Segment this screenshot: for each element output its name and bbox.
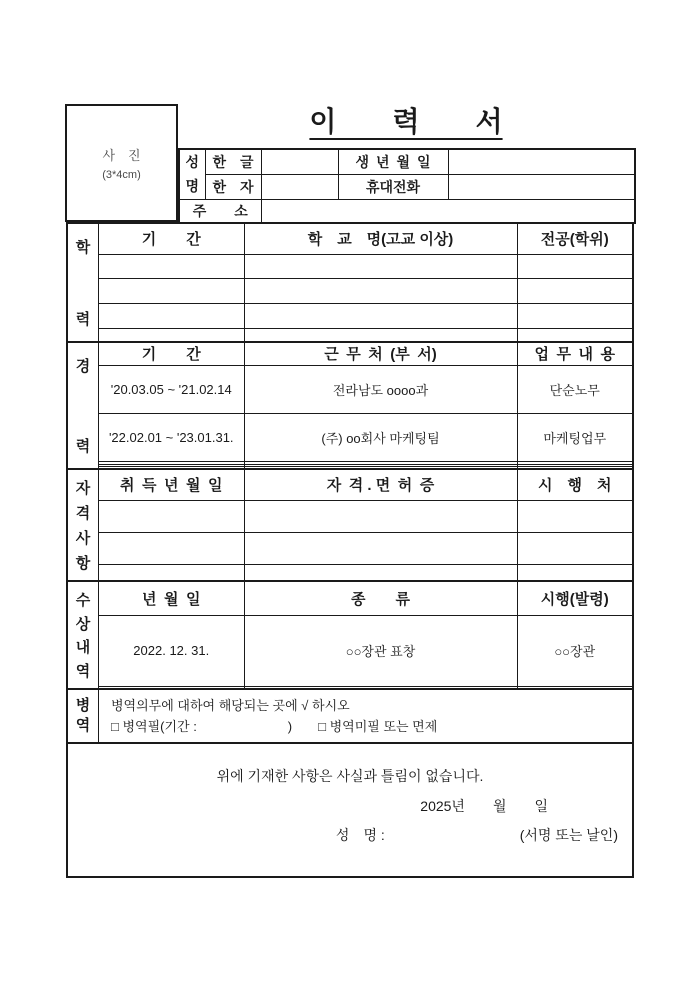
- career-row: [99, 413, 632, 461]
- education-major-cell[interactable]: [517, 254, 632, 279]
- surname-label-line1: 성: [185, 154, 200, 171]
- qualification-table: [99, 470, 632, 580]
- education-period-cell[interactable]: [99, 329, 244, 341]
- education-period-cell[interactable]: [99, 279, 244, 304]
- qualification-header-license: 자 격 . 면 허 증: [244, 470, 517, 500]
- photo-label: 사 진: [102, 148, 141, 163]
- education-header-school: 학 교 명(고교 이상): [244, 224, 517, 254]
- birthdate-field[interactable]: [448, 149, 635, 174]
- declaration-date-line: 2025년 월 일: [420, 798, 548, 814]
- career-period-cell[interactable]: '22.02.01 ~ '23.01.31.: [99, 413, 244, 461]
- education-row: [99, 304, 632, 329]
- awards-header-issuer: 시행(발령): [517, 582, 632, 615]
- military-options-checkboxes[interactable]: □ 병역필(기간 : ) □ 병역미필 또는 면제: [111, 719, 438, 734]
- qualification-header-row: [99, 470, 632, 500]
- address-field[interactable]: [261, 199, 635, 223]
- career-duties-cell[interactable]: 단순노무: [517, 365, 632, 413]
- qualification-row: [99, 564, 632, 580]
- awards-date-cell[interactable]: 2022. 12. 31.: [99, 615, 244, 686]
- name-contact-table: [178, 148, 636, 224]
- military-side-label: 병 역: [68, 690, 99, 742]
- qualification-issuer-cell[interactable]: [517, 500, 632, 532]
- address-label: 주 소: [179, 199, 261, 223]
- career-period-cell[interactable]: '20.03.05 ~ '21.02.14: [99, 365, 244, 413]
- career-period-cell[interactable]: [99, 467, 244, 468]
- military-instruction: 병역의무에 대하여 해당되는 곳에 √ 하시오: [111, 698, 350, 713]
- career-row: [99, 467, 632, 468]
- education-header-row: [99, 224, 632, 254]
- qualification-header-date: 취 득 년 월 일: [99, 470, 244, 500]
- education-school-cell[interactable]: [244, 329, 517, 341]
- education-table: [99, 224, 632, 341]
- page-title: 이 력 서: [309, 106, 503, 137]
- mobile-phone-field[interactable]: [448, 174, 635, 199]
- career-side-label: 경 력: [68, 343, 99, 468]
- awards-header-type: 종 류: [244, 582, 517, 615]
- career-workplace-cell[interactable]: (주) oo회사 마케팅팀: [244, 413, 517, 461]
- awards-type-cell[interactable]: ○○장관 표창: [244, 615, 517, 686]
- qualification-license-cell[interactable]: [244, 564, 517, 580]
- photo-size-note: (3*4cm): [102, 169, 141, 181]
- qualification-license-cell[interactable]: [244, 500, 517, 532]
- education-major-cell[interactable]: [517, 329, 632, 341]
- career-row: [99, 365, 632, 413]
- qualification-license-cell[interactable]: [244, 532, 517, 564]
- career-workplace-cell[interactable]: 전라남도 oooo과: [244, 365, 517, 413]
- qualification-section: [68, 468, 632, 580]
- military-service-field: [99, 690, 632, 742]
- education-row: [99, 254, 632, 279]
- declaration-signature-note: (서명 또는 날인): [519, 827, 618, 843]
- awards-row: [99, 615, 632, 686]
- education-row: [99, 279, 632, 304]
- awards-table: [99, 582, 632, 688]
- career-header-period: 기 간: [99, 343, 244, 365]
- qualification-issuer-cell[interactable]: [517, 564, 632, 580]
- awards-header-date: 년 월 일: [99, 582, 244, 615]
- awards-header-row: [99, 582, 632, 615]
- qualification-date-cell[interactable]: [99, 564, 244, 580]
- career-header-row: [99, 343, 632, 365]
- hanja-name-field[interactable]: [261, 174, 338, 199]
- awards-type-cell[interactable]: [244, 686, 517, 688]
- awards-issuer-cell[interactable]: [517, 686, 632, 688]
- career-workplace-cell[interactable]: [244, 467, 517, 468]
- education-school-cell[interactable]: [244, 254, 517, 279]
- declaration-name-label: 성 명 :: [335, 827, 385, 843]
- education-side-label: 학 력: [68, 224, 99, 341]
- hangul-name-label: 한 글: [205, 149, 261, 174]
- qualification-row: [99, 532, 632, 564]
- surname-label-line2: 명: [185, 178, 200, 195]
- qualification-header-issuer: 시 행 처: [517, 470, 632, 500]
- career-header-duties: 업 무 내 용: [517, 343, 632, 365]
- birthdate-label: 생 년 월 일: [338, 149, 448, 174]
- education-school-cell[interactable]: [244, 304, 517, 329]
- career-section: [68, 341, 632, 468]
- awards-issuer-cell[interactable]: ○○장관: [517, 615, 632, 686]
- declaration-statement: 위에 기재한 사항은 사실과 틀림이 없습니다.: [216, 768, 484, 784]
- qualification-side-label: 자 격 사 항: [68, 470, 99, 580]
- qualification-date-cell[interactable]: [99, 500, 244, 532]
- hangul-name-field[interactable]: [261, 149, 338, 174]
- career-table: [99, 343, 632, 468]
- education-period-cell[interactable]: [99, 254, 244, 279]
- career-duties-cell[interactable]: 마케팅업무: [517, 413, 632, 461]
- awards-date-cell[interactable]: [99, 686, 244, 688]
- resume-body-table: [66, 222, 634, 878]
- qualification-issuer-cell[interactable]: [517, 532, 632, 564]
- qualification-row: [99, 500, 632, 532]
- hanja-name-label: 한 자: [205, 174, 261, 199]
- education-row: [99, 329, 632, 341]
- education-major-cell[interactable]: [517, 304, 632, 329]
- photo-box: [65, 104, 178, 222]
- surname-label: [179, 149, 205, 199]
- education-header-period: 기 간: [99, 224, 244, 254]
- education-major-cell[interactable]: [517, 279, 632, 304]
- education-school-cell[interactable]: [244, 279, 517, 304]
- education-header-major: 전공(학위): [517, 224, 632, 254]
- education-section: [68, 224, 632, 341]
- qualification-date-cell[interactable]: [99, 532, 244, 564]
- career-header-workplace: 근 무 처 (부 서): [244, 343, 517, 365]
- mobile-phone-label: 휴대전화: [338, 174, 448, 199]
- career-duties-cell[interactable]: [517, 467, 632, 468]
- military-section: [68, 688, 632, 742]
- awards-side-label: 수 상 내 역: [68, 582, 99, 688]
- declaration-section: [68, 742, 632, 876]
- awards-row: [99, 686, 632, 688]
- education-period-cell[interactable]: [99, 304, 244, 329]
- awards-section: [68, 580, 632, 688]
